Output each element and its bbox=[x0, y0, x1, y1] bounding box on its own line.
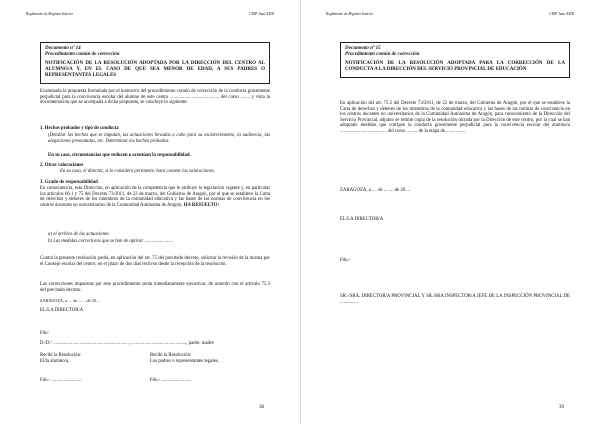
intro-paragraph: Examinada la propuesta formulada por el instructor del procedimiento común de corrección de la conducta gravemente perjudicial para la convivencia escolar del alumno de este centro ........................................, del curso ........ y vista la documentación que se acompaña a dicha propuesta, se concluye lo siguiente: bbox=[40, 89, 270, 106]
document-title-box bbox=[340, 42, 570, 78]
recipient-line: SR. /SRA. DIRECTOR/A PROVINCIAL Y SR./SRA INSPECTOR/A JEFE DE LA INSPECCIÓN PROVINCIAL DE ............... bbox=[340, 294, 570, 305]
header-left-text: Reglamento de Régimen Interior bbox=[26, 12, 74, 16]
header-left-text: Reglamento de Régimen Interior bbox=[326, 12, 374, 16]
student-signature-line: Fdo.- ......................... bbox=[40, 378, 82, 383]
page-number: 38 bbox=[259, 405, 264, 410]
section-1-title: 1. Hechos probados y tipo de conducta bbox=[40, 126, 119, 131]
receipt-parents-label: Recibí la Resolución: bbox=[150, 353, 192, 358]
running-header bbox=[26, 12, 274, 20]
signature-fdo: Fdo.- bbox=[340, 258, 351, 263]
date-line: ZARAGOZA, a .... de ........ de 20.... bbox=[340, 188, 410, 193]
receipt-student-sub: El/la alumno/a, bbox=[40, 359, 70, 364]
page-number: 39 bbox=[559, 405, 564, 410]
appeal-paragraph: Contra la presente resolución podrá, en aplicación del art. 75 del precitado decreto, solicitar la revisión de la misma por el Consejo escolar del centro, en el plazo de dos días lectivos desde la recepción de la resolución. bbox=[40, 256, 270, 267]
parent-name-line: D./D.ª ..............................................................., .............................................., padre, madre bbox=[40, 341, 214, 346]
enforcement-paragraph: Las correcciones impuestas por este procedimiento serán inmediatamente ejecutivas, de acuerdo con el artículo 75.3 del precitado decreto. bbox=[40, 282, 270, 293]
option-b: b) Las medidas correctoras que se han de aplicar ........................ bbox=[48, 239, 174, 244]
director-signature-label: EL/LA DIRECTOR/A bbox=[40, 308, 84, 313]
section-3-text bbox=[40, 186, 270, 208]
date-line: ZARAGOZA, a .... de ........de 20.... bbox=[40, 298, 101, 303]
section-1-bold-note: En su caso, circunstancias que reducen o acentúan la responsabilidad. bbox=[48, 153, 191, 158]
notification-body: En aplicación del art. 75.2 del Decreto 73/2011, de 22 de marzo, del Gobierno de Aragón, por el que se establece la Carta de derechos y deberes de los miembros de la comunidad educativa y las bases de las normas de convivencia en los centros docentes no universitarios de la Comunidad Autónoma de Aragón, para conocimiento de la Dirección del Servicio Provincial, adjunto se remite copia de la resolución dictada por la Dirección de este centro, por la cual se han adoptado medidas que corrigen la conducta gravemente perjudicial para la convivencia escolar del alumno/a ....................................... del curso ........, de la etapa de................. bbox=[340, 101, 570, 134]
section-2-title: 2. Otras valoraciones bbox=[40, 163, 84, 168]
document-number: Documento nº 15 bbox=[345, 46, 381, 51]
parents-signature-line: Fdo.- ......................... bbox=[150, 378, 192, 383]
header-right-text: CEIP Juan XXIII bbox=[549, 12, 574, 16]
receipt-parents-sub: Los padres o representantes legales, bbox=[150, 359, 219, 364]
document-title-box bbox=[40, 42, 270, 84]
section-3-body: En consecuencia, esta Dirección, en aplicación de la competencia que le atribuye la legislación vigente y, en particular los artículos 66.1 y 75 del Decreto 73/2011, de 22 de marzo, del Gobierno de Aragón, por el que se establece la Carta de derechos y deberes de los miembros de la comunidad educativa y las bases de las normas de convivencia en los centros docentes no universitarios de la Comunidad Autónoma de Aragón, bbox=[40, 186, 270, 208]
resolution-heading: HA RESUELTO: bbox=[183, 202, 220, 208]
director-signature-label: EL/LA DIRECTOR/A bbox=[340, 217, 384, 222]
receipt-student-label: Recibí la Resolución: bbox=[40, 353, 82, 358]
document-subtitle: Procedimiento común de corrección bbox=[45, 52, 120, 57]
document-title: NOTIFICACIÓN DE LA RESOLUCIÓN ADOPTADA POR LA DIRECCIÓN DEL CENTRO AL ALUMNO/A Y, EN EL CASO DE QUE SEA MENOR DE EDAD, A SUS PADRES O REPRESENTANTES LEGALES bbox=[45, 61, 265, 78]
signature-fdo: Fdo: bbox=[40, 331, 49, 336]
page-39 bbox=[300, 0, 600, 424]
document-title: NOTIFICACIÓN DE LA RESOLUCIÓN ADOPTADA PARA LA CORRECCIÓN DE LA CONDUCTA A LA DIRECCIÓN DEL SERVICIO PROVINCIAL DE EDUCACIÓN bbox=[345, 61, 565, 72]
section-1-text: (Detallar los hechos que se imputan, las actuaciones llevadas a cabo para su esclarecimiento, la audiencia, las alegaciones presentadas, etc. Determinar los hechos probados. bbox=[48, 133, 270, 144]
running-header bbox=[326, 12, 574, 20]
option-a: a) el archivo de las actuaciones bbox=[48, 232, 109, 237]
section-3-title: 3. Grado de responsabilidad bbox=[40, 180, 98, 185]
document-number: Documento nº 14 bbox=[45, 46, 81, 51]
section-2-text: En su caso, el director, si lo considera pertinente, hará constar las valoraciones. bbox=[60, 169, 215, 174]
header-right-text: CEIP Juan XXIII bbox=[249, 12, 274, 16]
document-subtitle: Procedimiento común de corrección bbox=[345, 52, 420, 57]
